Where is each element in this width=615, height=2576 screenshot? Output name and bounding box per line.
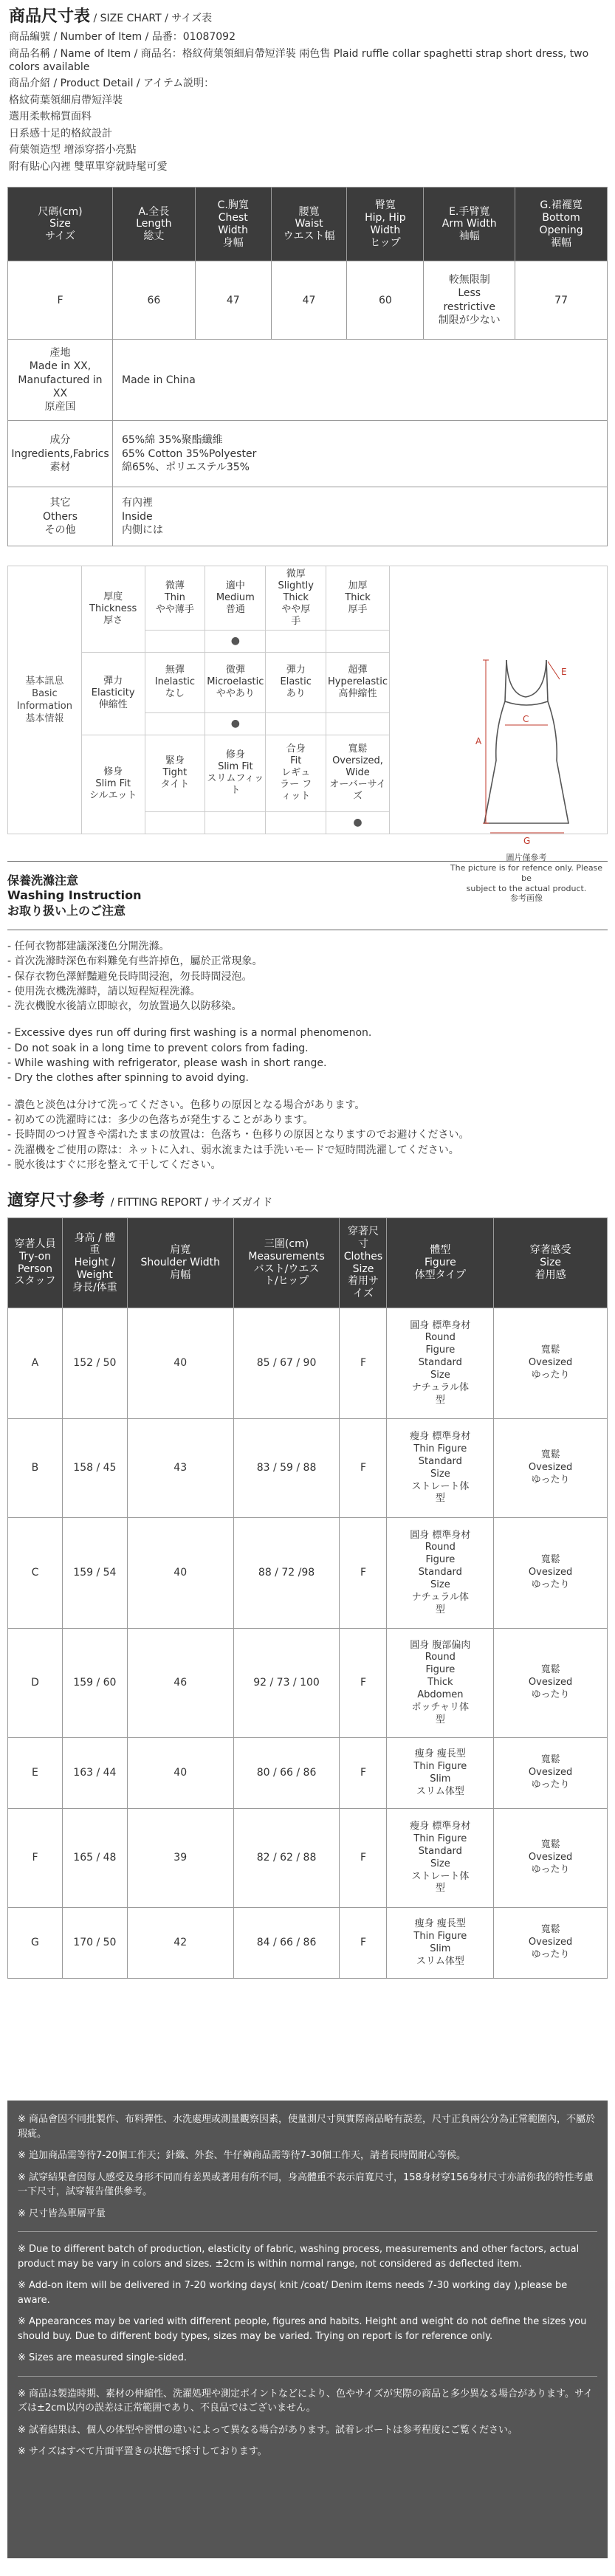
dot-cell bbox=[266, 712, 326, 735]
origin-label: 產地 Made in XX, Manufactured in XX 原産国 bbox=[8, 340, 113, 421]
size-row bbox=[8, 261, 608, 340]
note-en: ※ Sizes are measured single-sided. bbox=[18, 2352, 188, 2363]
note-ja: ※ 商品は製造時期、素材の伸縮性、洗濯処理や測定ポイントなどにより、色やサイズが実際の商品と多少異なる場合があります。サイズは±2cm以内の誤差は正常範囲であり、不良品ではございません。 bbox=[18, 2388, 594, 2414]
header bbox=[0, 0, 615, 27]
dress-outline-icon bbox=[449, 650, 604, 849]
origin-row bbox=[8, 340, 608, 421]
thickness-label: 厚度 Thickness 厚さ bbox=[81, 566, 145, 652]
bottom-value: 77 bbox=[515, 261, 608, 340]
selected-dot: ● bbox=[205, 712, 266, 735]
washing-ja: - 濃色と淡色は分けて洗ってください。色移りの原因となる場合があります。 - 初めての洗濯時には：多少の色落ちが発生することがあります。 - 長時間のつけ置きや濡れたままの放置は：色落ち・色移りの原因となりますのでお避けください。 - 洗濯機をご使用の際は：ネットに入れ、弱水流または手洗いモードで短時間洗濯してください。 - 脱水後はすぐに形を整えて干してください。 bbox=[7, 1099, 470, 1171]
size-cell: F bbox=[340, 1908, 387, 1979]
height-weight-cell: 159 / 54 bbox=[62, 1518, 127, 1629]
col-bottom: G.裙襬寬 Bottom Opening 裾幅 bbox=[515, 188, 608, 261]
note-ja: ※ サイズはすべて片面平置きの状態で採寸しております。 bbox=[18, 2446, 267, 2457]
measurements-cell: 84 / 66 / 86 bbox=[233, 1908, 340, 1979]
diagram-label-c: C bbox=[523, 714, 529, 724]
detail-line: 荷葉領造型 增添穿搭小亮點 bbox=[9, 144, 137, 157]
col-length: A.全長 Length 総丈 bbox=[112, 188, 195, 261]
fit-oversized: 寬鬆 Oversized, Wide オーバーサイ ズ bbox=[326, 735, 390, 811]
col-arm: E.手臂寬 Arm Width 袖幅 bbox=[424, 188, 515, 261]
ingredients-label: 成分 Ingredients,Fabrics 素材 bbox=[8, 421, 113, 487]
page-subtitle: / SIZE CHART / サイズ表 bbox=[93, 13, 213, 24]
shoulder-cell: 43 bbox=[127, 1419, 233, 1518]
note-zh: ※ 商品會因不同批製作、布料彈性、水洗處理或測量觀察因素，使量測尺寸與實際商品略有誤差，尺寸正負兩公分為正常範圍內，不屬於瑕疵。 bbox=[18, 2114, 596, 2140]
page-title: 商品尺寸表 bbox=[9, 7, 91, 26]
size-cell: F bbox=[340, 1308, 387, 1419]
measurements-cell: 92 / 73 / 100 bbox=[233, 1629, 340, 1738]
dot-cell bbox=[266, 630, 326, 652]
thickness-thick: 加厚 Thick 厚手 bbox=[326, 566, 390, 630]
col-clothes-size: 穿著尺 寸 Clothes Size 着用サ イズ bbox=[340, 1218, 387, 1308]
fitting-header bbox=[8, 1218, 608, 1308]
fit-tight: 緊身 Tight タイト bbox=[145, 735, 205, 811]
person-cell: G bbox=[8, 1908, 63, 1979]
size-cell: F bbox=[340, 1809, 387, 1908]
figure-cell: 瘦身 瘦長型 Thin Figure Slim スリム体型 bbox=[387, 1908, 494, 1979]
col-height-weight: 身高 / 體 重 Height / Weight 身長/体重 bbox=[62, 1218, 127, 1308]
figure-cell: 圓身 腹部偏肉 Round Figure Thick Abdomen ポッチャリ体 型 bbox=[387, 1629, 494, 1738]
dot-cell bbox=[326, 712, 390, 735]
feel-cell: 寬鬆 Ovesized ゆったり bbox=[494, 1908, 608, 1979]
feel-cell: 寬鬆 Ovesized ゆったり bbox=[494, 1809, 608, 1908]
shoulder-cell: 42 bbox=[127, 1908, 233, 1979]
detail-title: 商品介紹 / Product Detail / アイテム説明： bbox=[9, 78, 215, 90]
thickness-thin: 微薄 Thin やや薄手 bbox=[145, 566, 205, 630]
col-shoulder: 肩寬 Shoulder Width 肩幅 bbox=[127, 1218, 233, 1308]
shoulder-cell: 39 bbox=[127, 1809, 233, 1908]
ingredients-row bbox=[8, 421, 608, 487]
feel-cell: 寬鬆 Ovesized ゆったり bbox=[494, 1419, 608, 1518]
col-figure: 體型 Figure 体型タイプ bbox=[387, 1218, 494, 1308]
col-measurements: 三圍(cm) Measurements バスト/ウエス ト/ヒップ bbox=[233, 1218, 340, 1308]
note-en: ※ Due to different batch of production, elasticity of fabric, washing process, measurements and other factors, actual product may be vary in colors and sizes. ±2cm is within normal range, not considered as deflected item. bbox=[18, 2244, 580, 2270]
waist-value: 47 bbox=[271, 261, 347, 340]
thickness-slightly-thick: 微厚 Slightly Thick やや厚 手 bbox=[266, 566, 326, 630]
fitting-row bbox=[8, 1738, 608, 1809]
height-weight-cell: 165 / 48 bbox=[62, 1809, 127, 1908]
note-en: ※ Add-on item will be delivered in 7-20 working days( knit /coat/ Denim items needs 7-30 working day ),please be aware. bbox=[18, 2280, 568, 2306]
note-zh: ※ 尺寸皆為單層平量 bbox=[18, 2208, 106, 2219]
col-size: 尺碼(cm) Size サイズ bbox=[8, 188, 113, 261]
fit-regular: 合身 Fit レギュ ラー フ ィット bbox=[266, 735, 326, 811]
fitting-row bbox=[8, 1518, 608, 1629]
elasticity-inelastic: 無彈 Inelastic なし bbox=[145, 652, 205, 712]
elasticity-micro: 微彈 Microelastic ややあり bbox=[205, 652, 266, 712]
height-weight-cell: 158 / 45 bbox=[62, 1419, 127, 1518]
person-cell: B bbox=[8, 1419, 63, 1518]
fit-label: 修身 Slim Fit シルエット bbox=[81, 735, 145, 834]
washing-body bbox=[7, 930, 608, 1172]
measurements-cell: 80 / 66 / 86 bbox=[233, 1738, 340, 1809]
detail-line: 選用柔軟棉質面料 bbox=[9, 111, 92, 123]
feel-cell: 寬鬆 Ovesized ゆったり bbox=[494, 1629, 608, 1738]
person-cell: E bbox=[8, 1738, 63, 1809]
elasticity-hyper: 超彈 Hyperelastic 高伸縮性 bbox=[326, 652, 390, 712]
figure-cell: 圓身 標準身材 Round Figure Standard Size ナチュラル体 型 bbox=[387, 1518, 494, 1629]
arm-value: 較無限制 Less restrictive 制限が少ない bbox=[424, 261, 515, 340]
measurements-cell: 88 / 72 /98 bbox=[233, 1518, 340, 1629]
feel-cell: 寬鬆 Ovesized ゆったり bbox=[494, 1738, 608, 1809]
length-value: 66 bbox=[112, 261, 195, 340]
note-ja: ※ 試着結果は、個人の体型や習慣の違いによって異なる場合があります。試着レポートは参考程度にご覧ください。 bbox=[18, 2424, 518, 2436]
ingredients-value: 65%綿 35%聚酯纖維 65% Cotton 35%Polyester 綿65%、ポリエステル35% bbox=[112, 421, 607, 487]
fitting-row bbox=[8, 1629, 608, 1738]
col-waist: 腰寬 Waist ウエスト幅 bbox=[271, 188, 347, 261]
shoulder-cell: 40 bbox=[127, 1738, 233, 1809]
washing-instruction bbox=[7, 861, 608, 1173]
hip-value: 60 bbox=[347, 261, 424, 340]
dot-cell bbox=[145, 630, 205, 652]
others-value: 有內裡 Inside 内側には bbox=[112, 487, 607, 546]
size-cell: F bbox=[340, 1419, 387, 1518]
item-name: 商品名稱 / Name of Item / 商品名：格紋荷葉領細肩帶短洋裝 兩色售 Plaid ruffle collar spaghetti strap short dress, two colors available bbox=[9, 47, 589, 73]
col-person: 穿著人員 Try-on Person スタッフ bbox=[8, 1218, 63, 1308]
fitting-row bbox=[8, 1908, 608, 1979]
dot-cell bbox=[205, 811, 266, 834]
selected-dot: ● bbox=[205, 630, 266, 652]
detail-line: 日系感十足的格紋設計 bbox=[9, 127, 112, 140]
others-label: 其它 Others その他 bbox=[8, 487, 113, 546]
divider bbox=[18, 2231, 597, 2232]
fitting-row bbox=[8, 1809, 608, 1908]
thickness-row bbox=[8, 566, 608, 630]
measurements-cell: 82 / 62 / 88 bbox=[233, 1809, 340, 1908]
washing-en: - Excessive dyes run off during first washing is a normal phenomenon. - Do not soak in a long time to prevent colors from fading. - While washing with refrigerator, please wash in short range. - Dry the clothes after spinning to avoid dying. bbox=[7, 1027, 372, 1085]
note-en: ※ Appearances may be varied with different people, figures and habits. Height and weight do not define the sizes you should buy. Due to different body types, sizes may be varied. Trying on report is for reference only. bbox=[18, 2316, 587, 2342]
feel-cell: 寬鬆 Ovesized ゆったり bbox=[494, 1308, 608, 1419]
note-zh: ※ 追加商品需等待7-20個工作天；針織、外套、牛仔褲商品需等待7-30個工作天，請者長時間耐心等候。 bbox=[18, 2150, 467, 2161]
fitting-table bbox=[7, 1217, 608, 1979]
figure-cell: 圓身 標準身材 Round Figure Standard Size ナチュラル体 型 bbox=[387, 1308, 494, 1419]
size-cell: F bbox=[340, 1629, 387, 1738]
height-weight-cell: 152 / 50 bbox=[62, 1308, 127, 1419]
person-cell: F bbox=[8, 1809, 63, 1908]
size-cell: F bbox=[340, 1518, 387, 1629]
col-feel: 穿著感受 Size 着用感 bbox=[494, 1218, 608, 1308]
others-row bbox=[8, 487, 608, 546]
measurements-cell: 83 / 59 / 88 bbox=[233, 1419, 340, 1518]
washing-zh: - 任何衣物都建議深淺色分開洗滌。 - 首次洗滌時深色布料難免有些許掉色，屬於正常現象。 - 保存衣物色澤鮮豔避免長時間浸泡，勿長時間浸泡。 - 使用洗衣機洗滌時，請以短程短程洗滌。 - 洗衣機脫水後請立即晾衣，勿放置過久以防移染。 bbox=[7, 940, 263, 1013]
size-table bbox=[7, 187, 608, 546]
figure-cell: 瘦身 瘦長型 Thin Figure Slim スリム体型 bbox=[387, 1738, 494, 1809]
size-table-header bbox=[8, 188, 608, 261]
shoulder-cell: 40 bbox=[127, 1518, 233, 1629]
divider bbox=[18, 2376, 597, 2377]
detail-line: 附有貼心內裡 雙單單穿就時髦可愛 bbox=[9, 160, 168, 173]
person-cell: C bbox=[8, 1518, 63, 1629]
shoulder-cell: 46 bbox=[127, 1629, 233, 1738]
figure-cell: 瘦身 標準身材 Thin Figure Standard Size ストレート体 型 bbox=[387, 1809, 494, 1908]
detail-line: 格紋荷葉領細肩帶短洋裝 bbox=[9, 94, 123, 106]
person-cell: D bbox=[8, 1629, 63, 1738]
size-cell: F bbox=[340, 1738, 387, 1809]
dress-diagram bbox=[449, 650, 604, 904]
fit-slim: 修身 Slim Fit スリムフィット bbox=[205, 735, 266, 811]
fitting-row bbox=[8, 1308, 608, 1419]
elasticity-label: 彈力 Elasticity 伸縮性 bbox=[81, 652, 145, 735]
dot-cell bbox=[326, 630, 390, 652]
basic-info-title: 基本訊息 Basic Information 基本情報 bbox=[8, 566, 82, 834]
item-info bbox=[0, 27, 615, 174]
notes-panel bbox=[7, 2101, 608, 2558]
measurements-cell: 85 / 67 / 90 bbox=[233, 1308, 340, 1419]
diagram-label-a: A bbox=[475, 736, 482, 746]
selected-dot: ● bbox=[326, 811, 390, 834]
origin-value: Made in China bbox=[112, 340, 607, 421]
col-hip: 臀寬 Hip, Hip Width ヒップ bbox=[347, 188, 424, 261]
height-weight-cell: 159 / 60 bbox=[62, 1629, 127, 1738]
size-value: F bbox=[8, 261, 113, 340]
person-cell: A bbox=[8, 1308, 63, 1419]
dot-cell bbox=[266, 811, 326, 834]
chest-value: 47 bbox=[195, 261, 271, 340]
height-weight-cell: 163 / 44 bbox=[62, 1738, 127, 1809]
figure-caption: 圖片僅參考 The picture is for refence only. Please be subject to the actual product. 参考画像 bbox=[450, 853, 603, 904]
figure-cell: 瘦身 標準身材 Thin Figure Standard Size ストレート体 型 bbox=[387, 1419, 494, 1518]
feel-cell: 寬鬆 Ovesized ゆったり bbox=[494, 1518, 608, 1629]
fitting-row bbox=[8, 1419, 608, 1518]
fitting-title: 適穿尺寸參考 / FITTING REPORT / サイズガイド bbox=[7, 1192, 273, 1211]
item-number: 商品編號 / Number of Item / 品番：01087092 bbox=[9, 31, 236, 44]
thickness-medium: 適中 Medium 普通 bbox=[205, 566, 266, 630]
col-chest: C.胸寬 Chest Width 身幅 bbox=[195, 188, 271, 261]
diagram-label-g: G bbox=[523, 836, 531, 846]
note-zh: ※ 試穿結果會因每人感受及身形不同而有差異或著用有所不同，身高體重不表示肩寬尺寸，158身材穿156身材尺寸亦請你我的特性考慮一下尺寸，試穿報告僅供參考。 bbox=[18, 2171, 594, 2197]
elasticity-elastic: 彈力 Elastic あり bbox=[266, 652, 326, 712]
washing-title: 保養洗滌注意 Washing Instruction お取り扱い上のご注意 bbox=[7, 873, 142, 918]
dot-cell bbox=[145, 811, 205, 834]
height-weight-cell: 170 / 50 bbox=[62, 1908, 127, 1979]
shoulder-cell: 40 bbox=[127, 1308, 233, 1419]
dot-cell bbox=[145, 712, 205, 735]
diagram-label-e: E bbox=[561, 667, 567, 677]
